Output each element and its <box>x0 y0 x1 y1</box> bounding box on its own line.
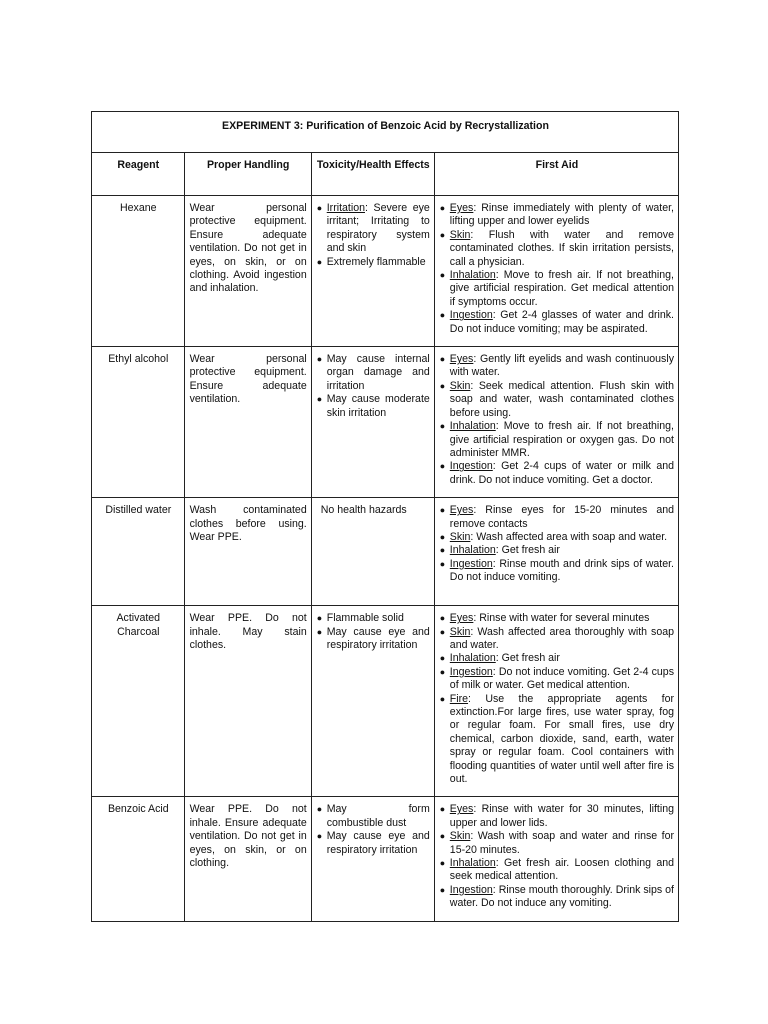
bullet-icon: ● <box>316 831 323 842</box>
first-aid-list <box>440 353 674 487</box>
first-aid-text: : Wash with soap and water and rinse for 15-20 minutes. <box>449 830 674 856</box>
toxicity-item <box>317 612 430 625</box>
bullet-icon: ● <box>439 545 446 556</box>
bullet-icon: ● <box>316 626 323 637</box>
first-aid-text: : Rinse eyes for 15-20 minutes and remove contacts <box>449 504 674 530</box>
toxicity-list <box>317 353 430 420</box>
header-toxicity: Toxicity/Health Effects <box>311 153 434 196</box>
bullet-icon: ● <box>439 229 446 240</box>
bullet-icon: ● <box>439 653 446 664</box>
first-aid-term: Ingestion <box>449 665 493 678</box>
first-aid-item <box>440 504 674 531</box>
first-aid-term: Eyes <box>449 353 474 366</box>
first-aid-item <box>440 626 674 653</box>
first-aid-term: Fire <box>449 692 469 705</box>
toxicity-list <box>317 612 430 652</box>
bullet-icon: ● <box>439 270 446 281</box>
toxicity-text: May cause eye and respiratory irritation <box>326 830 430 856</box>
bullet-icon: ● <box>316 256 323 267</box>
bullet-icon: ● <box>316 394 323 405</box>
toxicity-cell <box>311 797 434 921</box>
first-aid-cell <box>434 196 678 347</box>
proper-handling-text: Wash contaminated clothes before using. Wear PPE. <box>184 498 311 606</box>
first-aid-term: Ingestion <box>449 883 493 896</box>
toxicity-item <box>317 830 430 857</box>
first-aid-cell <box>434 797 678 921</box>
first-aid-cell <box>434 498 678 606</box>
toxicity-cell <box>311 606 434 797</box>
first-aid-text: : Get fresh air <box>495 544 560 557</box>
toxicity-item <box>317 353 430 393</box>
toxicity-text: May cause internal organ damage and irritation <box>326 353 430 392</box>
first-aid-item <box>440 884 674 911</box>
toxicity-text: Flammable solid <box>326 612 404 625</box>
first-aid-text: : Move to fresh air. If not breathing, give artificial respiration. Get medical attention if symptoms occur. <box>449 269 674 308</box>
toxicity-list <box>317 803 430 857</box>
bullet-icon: ● <box>439 626 446 637</box>
table-row <box>92 606 679 797</box>
header-first-aid: First Aid <box>434 153 678 196</box>
first-aid-cell <box>434 347 678 498</box>
first-aid-term: Skin <box>449 625 471 638</box>
first-aid-term: Skin <box>449 228 471 241</box>
first-aid-text: : Wash affected area thoroughly with soap and water. <box>449 625 674 651</box>
first-aid-item <box>440 857 674 884</box>
toxicity-text: May cause eye and respiratory irritation <box>326 625 430 651</box>
first-aid-term: Inhalation <box>449 269 496 282</box>
bullet-icon: ● <box>439 804 446 815</box>
first-aid-item <box>440 544 674 557</box>
bullet-icon: ● <box>439 203 446 213</box>
first-aid-term: Eyes <box>449 612 474 625</box>
bullet-icon: ● <box>316 804 323 815</box>
bullet-icon: ● <box>439 531 446 542</box>
table-body <box>92 196 679 922</box>
table-title: EXPERIMENT 3: Purification of Benzoic Acid by Recrystallization <box>92 112 679 153</box>
first-aid-item <box>440 269 674 309</box>
header-proper-handling: Proper Handling <box>184 153 311 196</box>
toxicity-text: May form combustible dust <box>326 803 430 829</box>
proper-handling-text: Wear personal protective equipment. Ensure adequate ventilation. Do not get in eyes, on skin, or on clothing. Avoid ingestion and inhalation. <box>184 196 311 347</box>
first-aid-text: : Rinse with water for 30 minutes, lifting upper and lower lids. <box>449 803 674 829</box>
first-aid-item <box>440 558 674 585</box>
toxicity-item <box>317 202 430 256</box>
bullet-icon: ● <box>439 558 446 569</box>
header-reagent: Reagent <box>92 153 185 196</box>
bullet-icon: ● <box>439 380 446 391</box>
first-aid-term: Skin <box>449 379 471 392</box>
first-aid-text: : Get 2-4 cups of water or milk and drink. Do not induce vomiting. Get a doctor. <box>449 460 674 486</box>
first-aid-text: : Wash affected area with soap and water. <box>470 530 668 543</box>
first-aid-term: Inhalation <box>449 420 496 433</box>
first-aid-item <box>440 229 674 269</box>
toxicity-text: : Severe eye irritant; Irritating to respiratory system and skin <box>326 202 430 255</box>
table-row <box>92 347 679 498</box>
first-aid-text: : Rinse with water for several minutes <box>473 612 650 625</box>
first-aid-text: : Seek medical attention. Flush skin with soap and water, wash contaminated clothes before using. <box>449 379 674 419</box>
first-aid-text: : Gently lift eyelids and wash continuously with water. <box>449 353 674 379</box>
table-row <box>92 498 679 606</box>
first-aid-list <box>440 202 674 336</box>
first-aid-text: : Move to fresh air. If not breathing, give artificial respiration or oxygen gas. Do not administer MMR. <box>449 420 674 459</box>
bullet-icon: ● <box>439 613 446 624</box>
bullet-icon: ● <box>439 505 446 516</box>
reagent-name: Distilled water <box>92 498 185 606</box>
first-aid-text: : Use the appropriate agents for extinction.For large fires, use water spray, fog or regular foam. For small fires, use dry chemical, carbon dioxide, sand, earth, water spray or regular foam. Cool containers with flooding quantities of water until well after fire is out. <box>449 692 674 785</box>
first-aid-term: Skin <box>449 830 471 843</box>
bullet-icon: ● <box>439 666 446 677</box>
toxicity-cell <box>311 196 434 347</box>
bullet-icon: ● <box>439 693 446 704</box>
first-aid-term: Skin <box>449 530 471 543</box>
first-aid-text: : Do not induce vomiting. Get 2-4 cups of milk or water. Get medical attention. <box>449 665 674 692</box>
proper-handling-text: Wear PPE. Do not inhale. Ensure adequate ventilation. Do not get in eyes, on skin, or on clothing. <box>184 797 311 921</box>
safety-table <box>91 111 679 922</box>
toxicity-text: May cause moderate skin irritation <box>326 393 430 419</box>
table-row <box>92 196 679 347</box>
bullet-icon: ● <box>439 884 446 895</box>
first-aid-list <box>440 504 674 584</box>
toxicity-cell <box>311 498 434 606</box>
first-aid-text: : Get fresh air <box>495 652 560 665</box>
proper-handling-text: Wear personal protective equipment. Ensure adequate ventilation. <box>184 347 311 498</box>
first-aid-item <box>440 652 674 665</box>
first-aid-item <box>440 803 674 830</box>
toxicity-list <box>317 202 430 269</box>
bullet-icon: ● <box>439 310 446 321</box>
first-aid-text: : Rinse immediately with plenty of water, lifting upper and lower eyelids <box>449 202 674 228</box>
first-aid-term: Eyes <box>449 803 474 816</box>
first-aid-item <box>440 420 674 460</box>
first-aid-item <box>440 666 674 693</box>
reagent-name: Ethyl alcohol <box>92 347 185 498</box>
reagent-name: Hexane <box>92 196 185 347</box>
first-aid-term: Inhalation <box>449 544 496 557</box>
first-aid-item <box>440 353 674 380</box>
bullet-icon: ● <box>316 354 323 365</box>
toxicity-item <box>317 626 430 653</box>
toxicity-text: Extremely flammable <box>326 255 426 268</box>
reagent-name: Benzoic Acid <box>92 797 185 921</box>
first-aid-text: : Get 2-4 glasses of water and drink. Do not induce vomiting; may be aspirated. <box>449 309 674 335</box>
first-aid-term: Eyes <box>449 202 474 214</box>
first-aid-item <box>440 460 674 487</box>
first-aid-cell <box>434 606 678 797</box>
toxicity-cell <box>311 347 434 498</box>
first-aid-item <box>440 380 674 420</box>
toxicity-text: No health hazards <box>320 504 407 517</box>
toxicity-term: Irritation <box>326 202 365 214</box>
first-aid-term: Eyes <box>449 504 474 517</box>
proper-handling-text: Wear PPE. Do not inhale. May stain clothes. <box>184 606 311 797</box>
first-aid-list <box>440 803 674 910</box>
first-aid-item <box>440 612 674 625</box>
bullet-icon: ● <box>439 354 446 365</box>
first-aid-item <box>440 830 674 857</box>
table-row <box>92 797 679 921</box>
first-aid-text: : Get fresh air. Loosen clothing and seek medical attention. <box>449 857 674 883</box>
first-aid-list <box>440 612 674 786</box>
first-aid-term: Ingestion <box>449 557 493 570</box>
bullet-icon: ● <box>316 203 323 213</box>
first-aid-item <box>440 309 674 336</box>
first-aid-term: Ingestion <box>449 309 493 322</box>
bullet-icon: ● <box>439 831 446 842</box>
first-aid-item <box>440 202 674 229</box>
reagent-name: Activated Charcoal <box>92 606 185 797</box>
first-aid-term: Ingestion <box>449 460 493 473</box>
first-aid-item <box>440 531 674 544</box>
first-aid-term: Inhalation <box>449 857 496 870</box>
toxicity-item <box>317 393 430 420</box>
toxicity-item <box>317 803 430 830</box>
toxicity-item <box>317 256 430 269</box>
bullet-icon: ● <box>316 613 323 624</box>
bullet-icon: ● <box>439 461 446 472</box>
first-aid-text: : Rinse mouth and drink sips of water. Do not induce vomiting. <box>449 557 674 584</box>
bullet-icon: ● <box>439 858 446 869</box>
bullet-icon: ● <box>439 421 446 432</box>
first-aid-item <box>440 693 674 787</box>
first-aid-text: : Rinse mouth thoroughly. Drink sips of water. Do not induce any vomiting. <box>449 883 674 910</box>
first-aid-text: : Flush with water and remove contaminated clothes. If skin irritation persists, call a physician. <box>449 228 674 268</box>
first-aid-term: Inhalation <box>449 652 496 665</box>
